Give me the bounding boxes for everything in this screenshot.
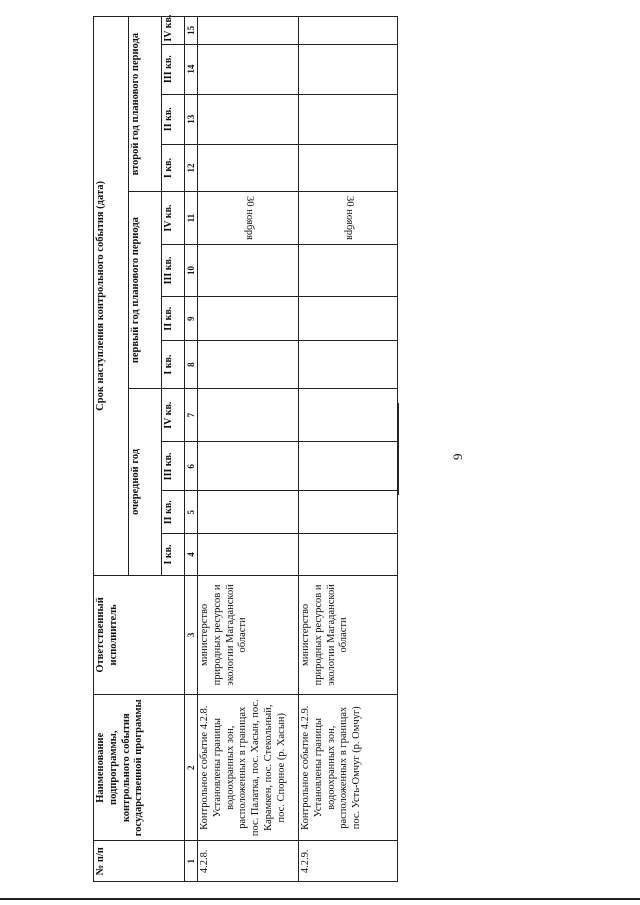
column-number: 10 <box>185 244 198 296</box>
event-text: Установлены границы водоохранных зон, расположенных в границах пос. Усть-Омчуг (р. Омчуг) <box>312 706 363 830</box>
page-number: 9 <box>450 453 465 460</box>
deadline-cell <box>299 192 398 244</box>
column-number: 12 <box>185 144 198 192</box>
table-row <box>198 17 299 882</box>
executor-cell: министерство природных ресурсов и экологии Магаданской области <box>198 575 299 694</box>
row-number: 4.2.9. <box>299 841 398 882</box>
deadline-date: 30 ноября <box>243 196 255 241</box>
column-number: 14 <box>185 44 198 94</box>
quarter-label: IV кв. <box>162 192 185 244</box>
quarter-label: II кв. <box>162 94 185 144</box>
event-text: Установлены границы водоохранных зон, расположенных в границах пос. Палатка, пос. Хасын, пос. Карамкен, пос. Стекольный, пос. Спорное (р. Хасын) <box>211 699 287 837</box>
deadline-cell <box>198 192 299 244</box>
column-number: 6 <box>185 442 198 491</box>
separator-line <box>398 403 399 495</box>
quarter-label: III кв. <box>162 442 185 491</box>
column-number: 8 <box>185 341 198 389</box>
column-number: 13 <box>185 94 198 144</box>
quarter-label: I кв. <box>162 144 185 192</box>
quarter-label: III кв. <box>162 44 185 94</box>
column-number: 3 <box>185 575 198 694</box>
event-cell <box>299 694 398 841</box>
control-events-table <box>93 16 398 882</box>
header-period-second: второй год планового периода <box>129 17 162 192</box>
quarter-label: II кв. <box>162 297 185 341</box>
quarter-label: I кв. <box>162 534 185 576</box>
event-cell <box>198 694 299 841</box>
page-bottom-border <box>0 898 640 900</box>
header-period-first: первый год планового периода <box>129 192 162 389</box>
header-deadline: Срок наступления контрольного события (дата) <box>94 17 129 576</box>
column-number: 15 <box>185 17 198 45</box>
quarter-label: IV кв. <box>162 388 185 442</box>
header-period-current: очередной год <box>129 388 162 575</box>
column-number: 5 <box>185 491 198 534</box>
event-title: Контрольное событие 4.2.8. <box>199 705 210 830</box>
column-number: 2 <box>185 694 198 841</box>
column-number: 9 <box>185 297 198 341</box>
column-number: 4 <box>185 534 198 576</box>
row-number: 4.2.8. <box>198 841 299 882</box>
table-row <box>299 17 398 882</box>
header-executor: Ответственный исполнитель <box>94 575 185 694</box>
event-title: Контрольное событие 4.2.9. <box>300 705 311 830</box>
header-name: Наименование подпрограммы, контрольного события государственной программы <box>94 694 185 841</box>
executor-cell: министерство природных ресурсов и экологии Магаданской области <box>299 575 398 694</box>
quarter-label: I кв. <box>162 341 185 389</box>
header-num: № п/п <box>94 841 185 882</box>
quarter-label: II кв. <box>162 491 185 534</box>
quarter-label: IV кв. <box>162 17 185 45</box>
quarter-label: III кв. <box>162 244 185 296</box>
column-number: 7 <box>185 388 198 442</box>
column-number: 1 <box>185 841 198 882</box>
deadline-date: 30 ноября <box>343 196 355 241</box>
column-number: 11 <box>185 192 198 244</box>
